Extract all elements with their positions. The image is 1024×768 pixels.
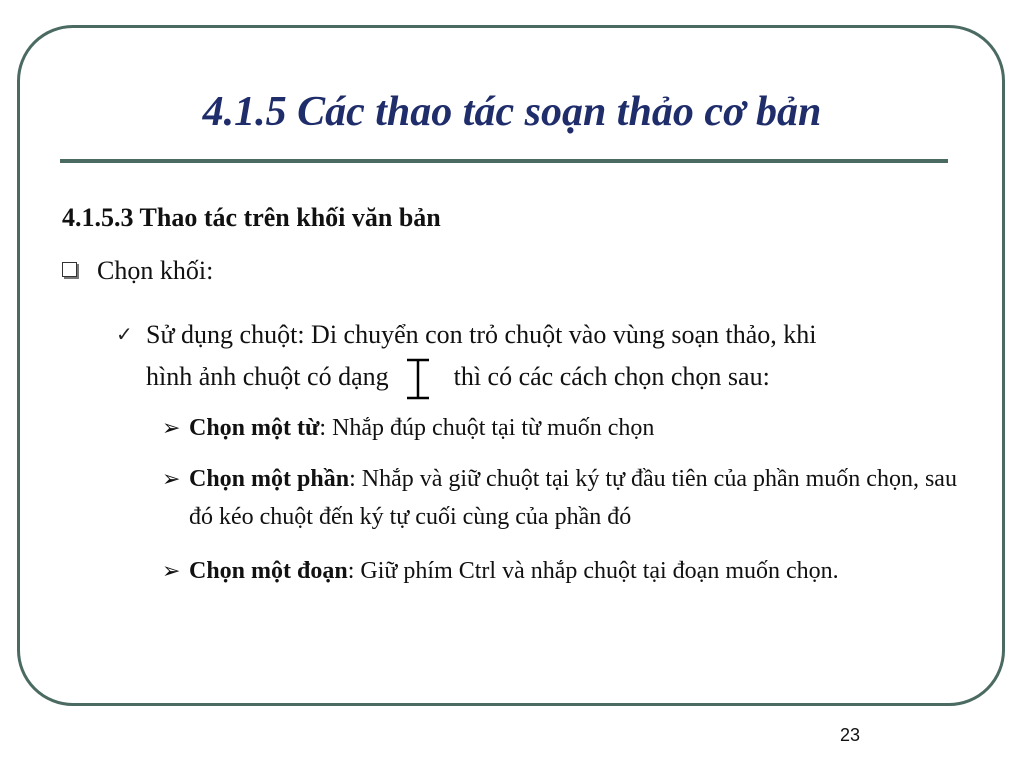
sub-item xyxy=(162,409,972,447)
checkbox-bullet-icon xyxy=(62,262,77,277)
section-heading: 4.1.5.3 Thao tác trên khối văn bản xyxy=(62,203,441,232)
text-cursor-ibeam-icon xyxy=(395,359,447,395)
page-number: 23 xyxy=(840,725,861,745)
sub-item xyxy=(162,552,972,590)
sub-item-term: Chọn một đoạn xyxy=(189,558,348,584)
arrow-bullet-icon: ➢ xyxy=(162,466,181,491)
arrow-bullet-icon: ➢ xyxy=(162,558,181,583)
bullet-level2-line2-after: thì có các cách chọn chọn sau: xyxy=(453,362,770,391)
bullet-level2-line1: Sử dụng chuột: Di chuyển con trỏ chuột vào vùng soạn thảo, khi xyxy=(146,320,817,349)
checkmark-bullet-icon: ✓ xyxy=(116,324,133,346)
sub-item-desc: : Giữ phím Ctrl và nhắp chuột tại đoạn muốn chọn. xyxy=(347,558,839,584)
sub-item-term: Chọn một từ xyxy=(189,415,320,441)
title-underline xyxy=(60,159,948,163)
bullet-level2-line2-before: hình ảnh chuột có dạng xyxy=(146,362,389,391)
sub-item-desc: : Nhắp và giữ chuột tại ký tự đầu tiên của phần muốn chọn, sau đó kéo chuột đến ký tự cuối cùng của phần đó xyxy=(189,466,957,530)
sub-item-term: Chọn một phần xyxy=(189,466,350,492)
bullet-level2 xyxy=(116,314,976,398)
arrow-bullet-icon: ➢ xyxy=(162,415,181,440)
sub-item-desc: : Nhắp đúp chuột tại từ muốn chọn xyxy=(319,415,655,441)
bullet-level1 xyxy=(62,256,213,286)
sub-item xyxy=(162,460,972,536)
slide-title: 4.1.5 Các thao tác soạn thảo cơ bản xyxy=(202,89,822,135)
bullet-level1-text: Chọn khối: xyxy=(97,256,214,285)
